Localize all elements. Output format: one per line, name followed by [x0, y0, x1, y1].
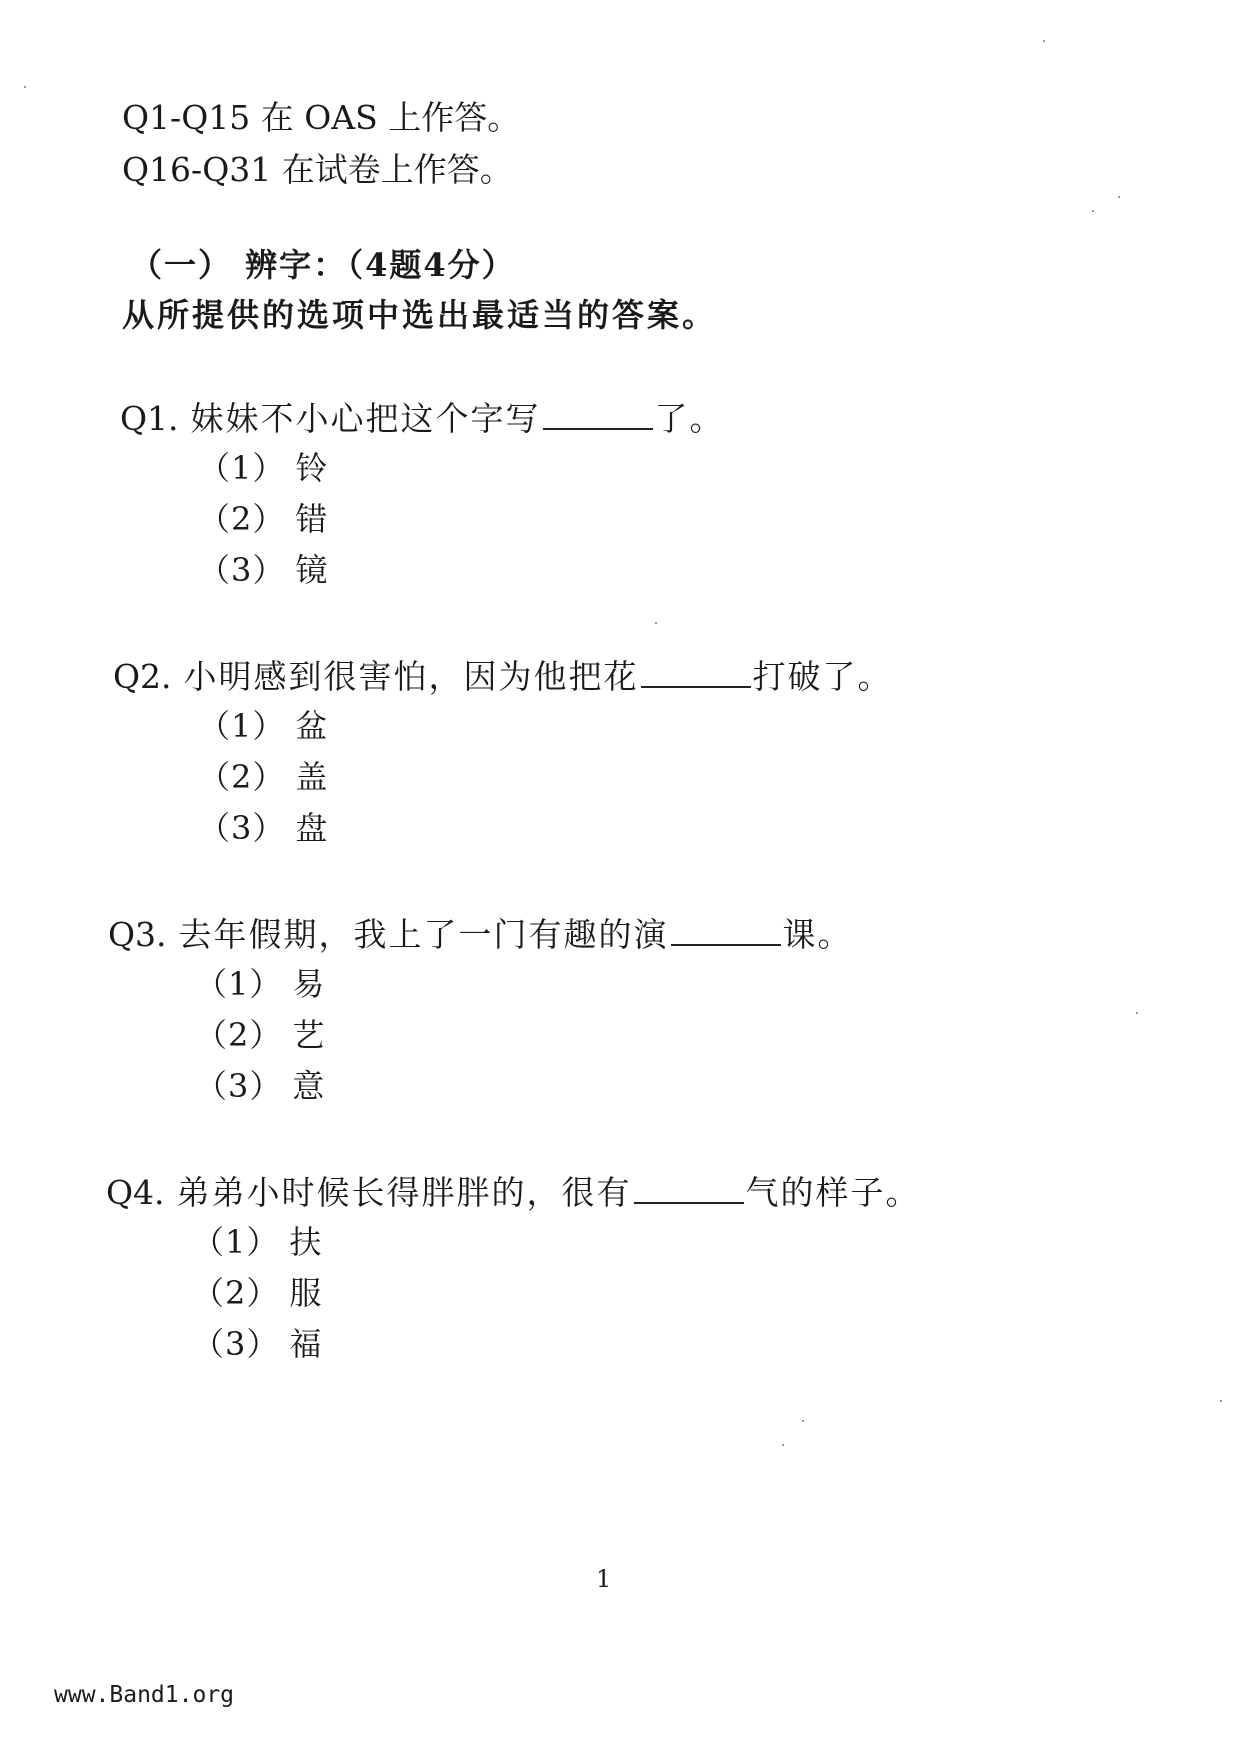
- scan-speck: [24, 86, 26, 88]
- instruction-line-2: Q16-Q31 在试卷上作答。: [122, 150, 513, 189]
- question-number: Q1.: [120, 399, 179, 438]
- option-text: 扶: [289, 1223, 323, 1261]
- option-number: （1）: [192, 1223, 280, 1261]
- option-number: （2）: [192, 1274, 280, 1312]
- question-stem: 弟弟小时候长得胖胖的，很有: [176, 1173, 632, 1212]
- option-number: （2）: [195, 1016, 283, 1054]
- option: [192, 1222, 322, 1262]
- option-number: （3）: [198, 809, 286, 847]
- option: [198, 448, 328, 488]
- option: [198, 808, 328, 848]
- question-stem: 小明感到很害怕，因为他把花: [183, 657, 639, 696]
- option-text: 服: [289, 1274, 323, 1312]
- question-3: [108, 914, 853, 955]
- scan-speck: [1092, 210, 1094, 212]
- option-text: 镜: [295, 551, 329, 589]
- option: [198, 499, 328, 539]
- question-4: [106, 1172, 921, 1213]
- scan-speck: [1220, 1400, 1222, 1402]
- scan-speck: [1043, 40, 1045, 42]
- option-text: 错: [295, 500, 329, 538]
- option-text: 盖: [295, 758, 329, 796]
- option-number: （3）: [192, 1325, 280, 1363]
- question-1: [120, 398, 725, 439]
- option-number: （3）: [195, 1067, 283, 1105]
- scan-speck: [655, 622, 657, 624]
- option: [195, 1066, 325, 1106]
- page-number: 1: [596, 1565, 612, 1593]
- option: [195, 1015, 325, 1055]
- answer-blank: [671, 914, 781, 946]
- question-stem-end: 课。: [782, 915, 853, 954]
- option: [198, 706, 328, 746]
- question-stem-end: 气的样子。: [745, 1173, 921, 1212]
- option-text: 盆: [295, 707, 329, 745]
- option: [192, 1273, 322, 1313]
- option-number: （2）: [198, 758, 286, 796]
- question-stem-end: 打破了。: [752, 657, 893, 696]
- option: [198, 550, 328, 590]
- question-stem: 去年假期，我上了一门有趣的演: [178, 915, 669, 954]
- option-text: 艺: [292, 1016, 326, 1054]
- section-title: （一） 辨字：（4题4分）: [130, 246, 516, 284]
- scan-speck: [802, 1420, 804, 1422]
- scan-speck: [1118, 196, 1120, 198]
- option-text: 盘: [295, 809, 329, 847]
- scan-speck: [782, 1444, 784, 1446]
- instruction-line-1: Q1-Q15 在 OAS 上作答。: [122, 98, 521, 137]
- option: [195, 964, 325, 1004]
- option-number: （1）: [195, 965, 283, 1003]
- question-2: [113, 656, 893, 697]
- option: [198, 757, 328, 797]
- option-number: （1）: [198, 449, 286, 487]
- section-direction: 从所提供的选项中选出最适当的答案。: [122, 296, 718, 334]
- question-number: Q2.: [113, 657, 172, 696]
- question-stem-end: 了。: [654, 399, 725, 438]
- question-stem: 妹妹不小心把这个字写: [190, 399, 541, 438]
- option-text: 意: [292, 1067, 326, 1105]
- option-number: （3）: [198, 551, 286, 589]
- option-text: 福: [289, 1325, 323, 1363]
- option-number: （1）: [198, 707, 286, 745]
- answer-blank: [634, 1172, 744, 1204]
- question-number: Q4.: [106, 1173, 165, 1212]
- scan-speck: [1136, 1012, 1138, 1014]
- option-text: 易: [292, 965, 326, 1003]
- answer-blank: [543, 398, 653, 430]
- watermark-text: www.Band1.org: [54, 1680, 242, 1710]
- option-text: 铃: [295, 449, 329, 487]
- question-number: Q3.: [108, 915, 167, 954]
- option-number: （2）: [198, 500, 286, 538]
- answer-blank: [641, 656, 751, 688]
- option: [192, 1324, 322, 1364]
